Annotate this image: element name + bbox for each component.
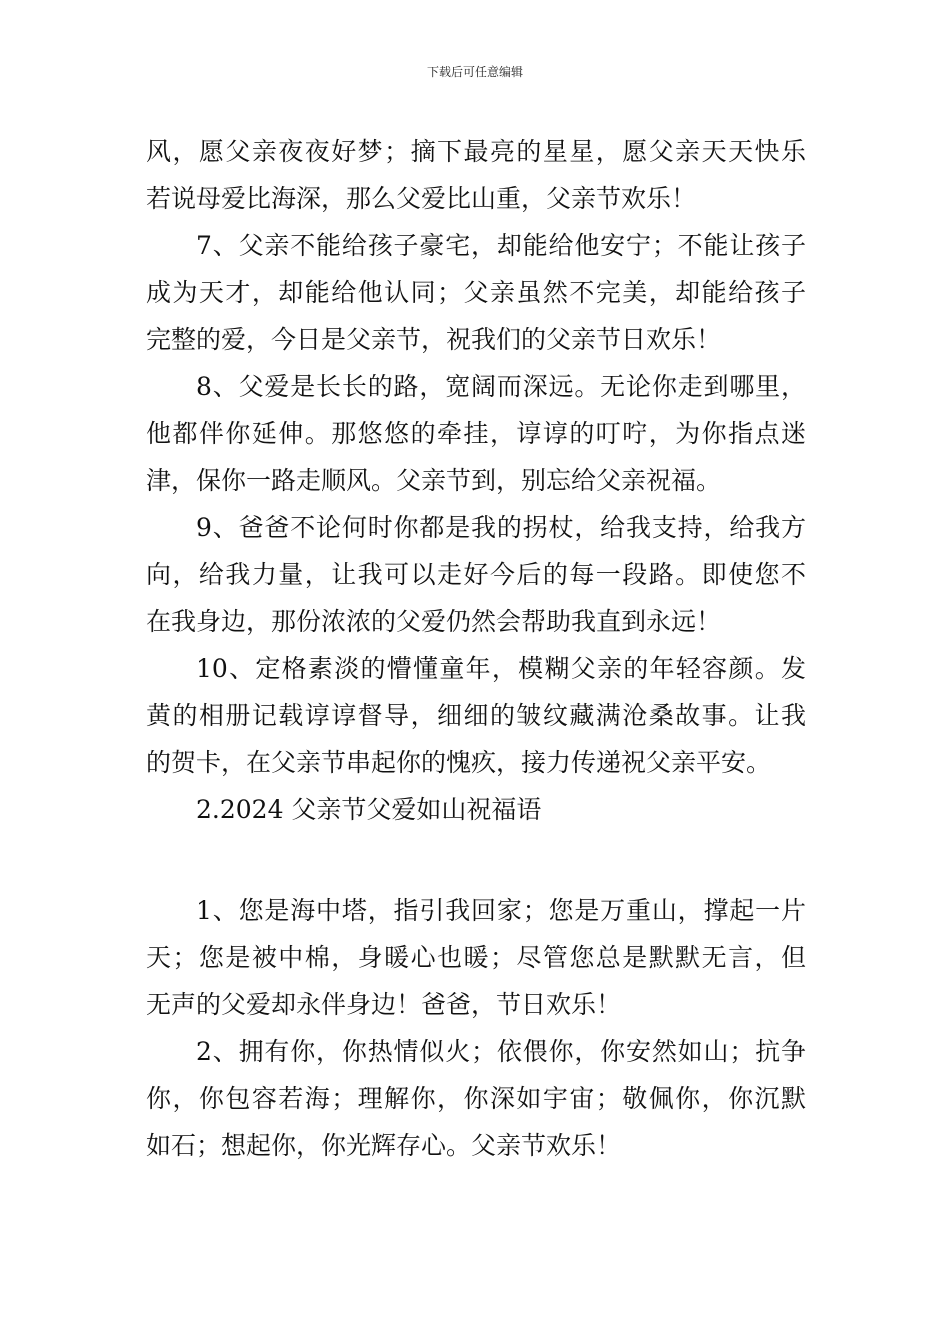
text-line: 如石；想起你，你光辉存心。父亲节欢乐！ xyxy=(146,1131,622,1160)
section-gap xyxy=(146,833,806,887)
text-line: 2、拥有你，你热情似火；依偎你，你安然如山；抗争 xyxy=(196,1037,806,1066)
text-line: 8、父爱是长长的路，宽阔而深远。无论你走到哪里， xyxy=(196,372,806,401)
text-line: 1、您是海中塔，指引我回家；您是万重山，撑起一片 xyxy=(196,896,806,925)
text-line: 向，给我力量，让我可以走好今后的每一段路。即使您不 xyxy=(146,560,806,589)
text-line: 天；您是被中棉，身暖心也暖；尽管您总是默默无言，但 xyxy=(146,943,806,972)
text-line: 的贺卡，在父亲节串起你的愧疚，接力传递祝父亲平安。 xyxy=(146,748,772,777)
text-line: 津，保你一路走顺风。父亲节到，别忘给父亲祝福。 xyxy=(146,466,722,495)
text-line: 风，愿父亲夜夜好梦；摘下最亮的星星，愿父亲天天快乐 xyxy=(146,137,806,166)
text-line: 若说母爱比海深，那么父爱比山重，父亲节欢乐！ xyxy=(146,184,697,213)
text-line: 黄的相册记载谆谆督导，细细的皱纹藏满沧桑故事。让我 xyxy=(146,701,806,730)
text-line: 完整的爱，今日是父亲节，祝我们的父亲节日欢乐！ xyxy=(146,325,722,354)
text-line: 9、爸爸不论何时你都是我的拐杖，给我支持，给我方 xyxy=(196,513,806,542)
text-line: 无声的父爱却永伴身边！爸爸，节日欢乐！ xyxy=(146,990,622,1019)
text-line: 在我身边，那份浓浓的父爱仍然会帮助我直到永远！ xyxy=(146,607,722,636)
text-line: 2.2024 父亲节父爱如山祝福语 xyxy=(196,795,542,824)
text-line: 你，你包容若海；理解你，你深如宇宙；敬佩你，你沉默 xyxy=(146,1084,806,1113)
text-line: 10、定格素淡的懵懂童年，模糊父亲的年轻容颜。发 xyxy=(196,654,806,683)
document-body xyxy=(146,128,806,1169)
page-header: 下载后可任意编辑 xyxy=(426,65,523,79)
text-line: 7、父亲不能给孩子豪宅，却能给他安宁；不能让孩子 xyxy=(196,231,806,260)
text-line: 他都伴你延伸。那悠悠的牵挂，谆谆的叮咛，为你指点迷 xyxy=(146,419,806,448)
text-line: 成为天才，却能给他认同；父亲虽然不完美，却能给孩子 xyxy=(146,278,806,307)
